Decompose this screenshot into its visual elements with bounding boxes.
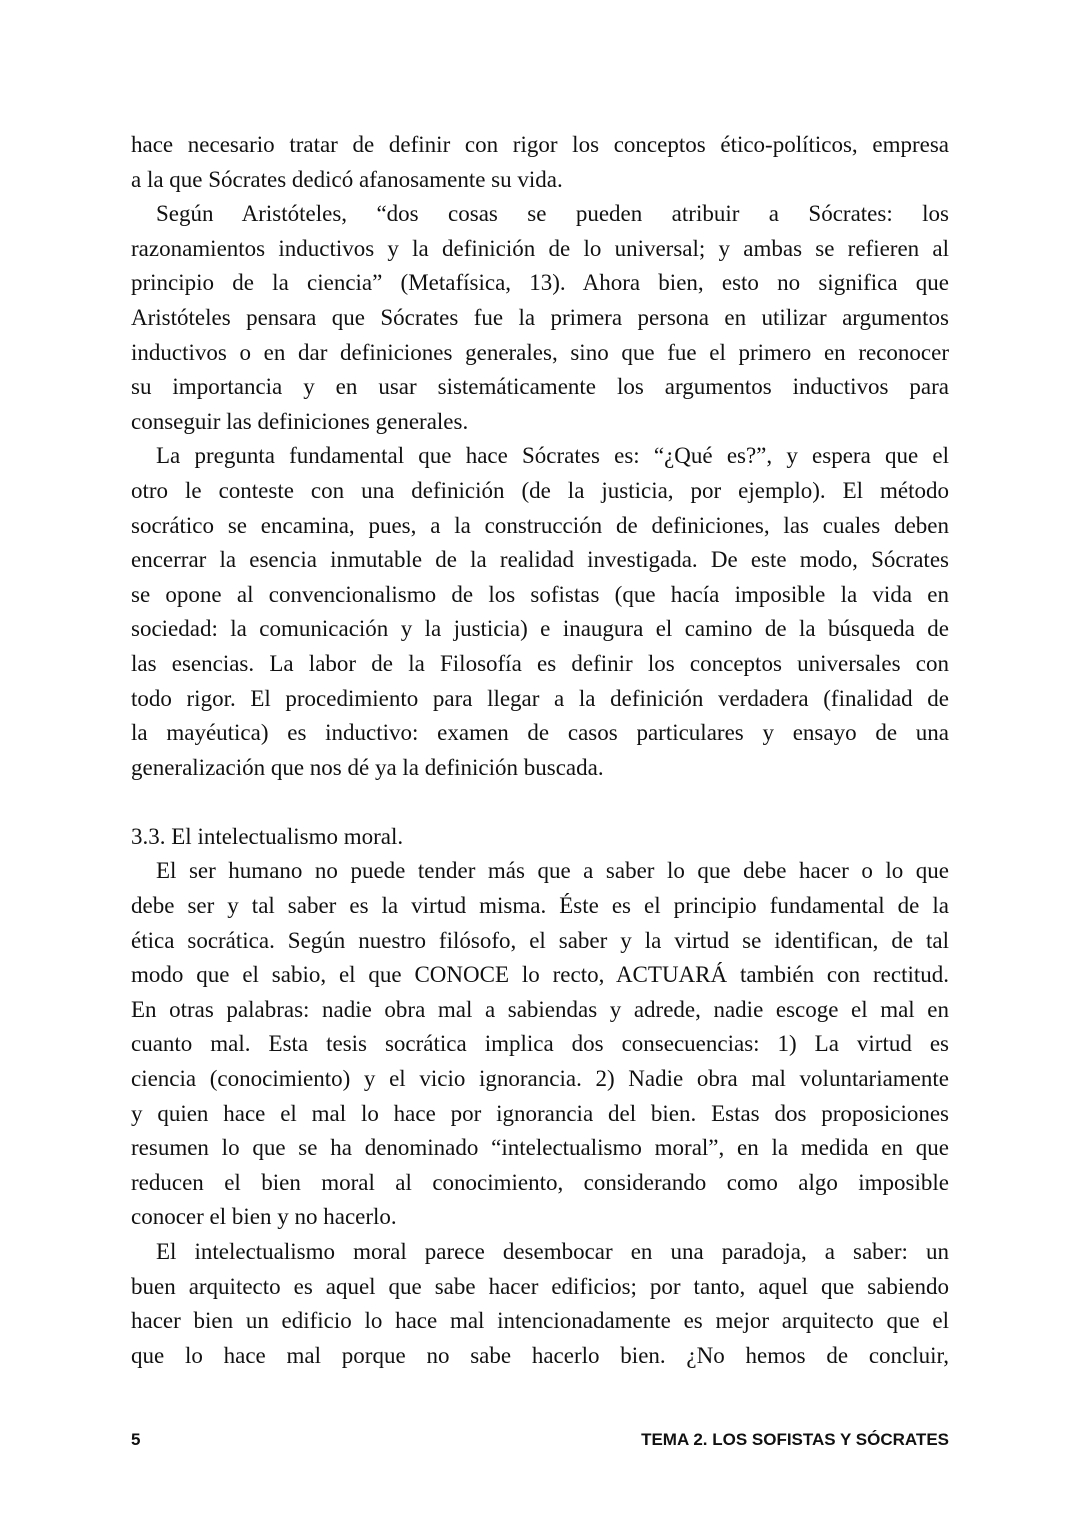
paragraph bbox=[131, 1235, 949, 1373]
text-line: La pregunta fundamental que hace Sócrates es: “¿Qué es?”, y espera que el bbox=[156, 443, 949, 469]
text-line: debe ser y tal saber es la virtud misma. Éste es el principio fundamental de la bbox=[131, 893, 949, 919]
text-line: a la que Sócrates dedicó afanosamente su vida. bbox=[131, 166, 563, 192]
body-text bbox=[131, 128, 949, 1373]
paragraph-gap bbox=[131, 785, 949, 820]
text-line: y quien hace el mal lo hace por ignorancia del bien. Estas dos proposiciones bbox=[131, 1100, 949, 1126]
section-heading bbox=[131, 820, 949, 855]
text-line: En otras palabras: nadie obra mal a sabiendas y adrede, nadie escoge el mal en bbox=[131, 996, 949, 1022]
text-line: conocer el bien y no hacerlo. bbox=[131, 1204, 397, 1230]
text-line: ética socrática. Según nuestro filósofo, el saber y la virtud se identifican, de tal bbox=[131, 927, 949, 953]
text-line: conseguir las definiciones generales. bbox=[131, 408, 469, 434]
page-footer bbox=[131, 1430, 949, 1450]
page-number: 5 bbox=[131, 1430, 141, 1449]
paragraph bbox=[131, 854, 949, 1235]
text-line: El intelectualismo moral parece desembocar en una paradoja, a saber: un bbox=[156, 1239, 949, 1264]
text-line: cuanto mal. Esta tesis socrática implica dos consecuencias: 1) La virtud es bbox=[131, 1031, 949, 1057]
text-line: reducen el bien moral al conocimiento, considerando como algo imposible bbox=[131, 1169, 949, 1195]
text-line: hacer bien un edificio lo hace mal intencionadamente es mejor arquitecto que el bbox=[131, 1308, 949, 1334]
text-line: razonamientos inductivos y la definición de lo universal; y ambas se refieren al bbox=[131, 235, 949, 261]
paragraph bbox=[131, 439, 949, 785]
text-line: las esencias. La labor de la Filosofía es definir los conceptos universales con bbox=[131, 650, 949, 676]
text-line: resumen lo que se ha denominado “intelectualismo moral”, en la medida en que bbox=[131, 1135, 949, 1161]
paragraph bbox=[131, 197, 949, 439]
text-line: ciencia (conocimiento) y el vicio ignorancia. 2) Nadie obra mal voluntariamente bbox=[131, 1066, 949, 1092]
text-line: hace necesario tratar de definir con rigor los conceptos ético-políticos, empresa bbox=[131, 132, 949, 157]
text-line: modo que el sabio, el que CONOCE lo recto, ACTUARÁ también con rectitud. bbox=[131, 962, 949, 988]
text-line: generalización que nos dé ya la definición buscada. bbox=[131, 754, 604, 780]
text-line: principio de la ciencia” (Metafísica, 13). Ahora bien, esto no significa que bbox=[131, 270, 949, 296]
text-line: Aristóteles pensara que Sócrates fue la primera persona en utilizar argumentos bbox=[131, 304, 949, 330]
text-line: buen arquitecto es aquel que sabe hacer edificios; por tanto, aquel que sabiendo bbox=[131, 1273, 949, 1299]
text-line: todo rigor. El procedimiento para llegar a la definición verdadera (finalidad de bbox=[131, 685, 949, 711]
text-line: encerrar la esencia inmutable de la realidad investigada. De este modo, Sócrates bbox=[131, 547, 949, 573]
chapter-title: TEMA 2. LOS SOFISTAS Y SÓCRATES bbox=[641, 1430, 949, 1449]
text-line: se opone al convencionalismo de los sofistas (que hacía imposible la vida en bbox=[131, 581, 949, 607]
text-line: socrático se encamina, pues, a la construcción de definiciones, las cuales deben bbox=[131, 512, 949, 538]
paragraph bbox=[131, 128, 949, 197]
text-line: otro le conteste con una definición (de la justicia, por ejemplo). El método bbox=[131, 477, 949, 503]
text-line: sociedad: la comunicación y la justicia) e inaugura el camino de la búsqueda de bbox=[131, 616, 949, 642]
text-line: la mayéutica) es inductivo: examen de casos particulares y ensayo de una bbox=[131, 720, 949, 746]
text-line: Según Aristóteles, “dos cosas se pueden atribuir a Sócrates: los bbox=[156, 201, 949, 227]
text-line: que lo hace mal porque no sabe hacerlo bien. ¿No hemos de concluir, bbox=[131, 1342, 949, 1368]
text-line: su importancia y en usar sistemáticamente los argumentos inductivos para bbox=[131, 374, 949, 400]
text-line: 3.3. El intelectualismo moral. bbox=[131, 823, 404, 849]
text-line: El ser humano no puede tender más que a saber lo que debe hacer o lo que bbox=[156, 858, 949, 884]
text-line: inductivos o en dar definiciones generales, sino que fue el primero en reconocer bbox=[131, 339, 949, 365]
